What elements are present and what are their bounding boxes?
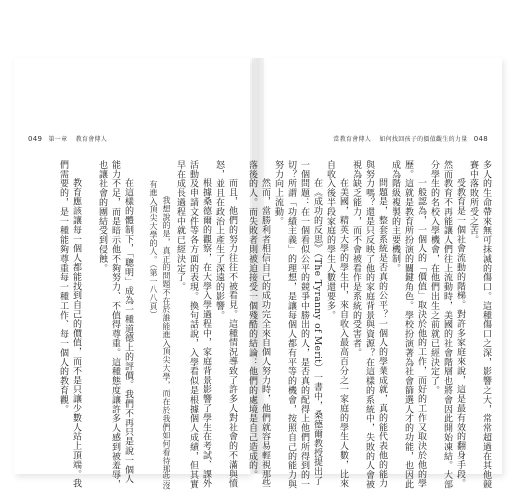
book-title: 當教育會傳人 bbox=[333, 136, 372, 143]
body-paragraph: 在《成功的反思》（The Tyranny of Merit）一書中，桑德爾教授提出了一個問題：在一個看似公平的競爭中勝出的人，是否真的配得上他們所得到的一切？所謂「功績主義」的理想，是讓每個人都有平等的機會，按照自己的能力與努力向上流動。 bbox=[273, 160, 322, 489]
right-page-header bbox=[333, 134, 492, 143]
right-page-body bbox=[247, 160, 492, 490]
left-page-body bbox=[28, 160, 238, 490]
block-quote: 我想說的是，真正的問題不在於誰能進入頂尖大學，而在於我們如何看待那些沒有進入頂尖大學的人。（第一八八頁） bbox=[149, 180, 171, 490]
body-paragraph: 多人的生命帶來無可抹滅的傷口。這種傷口之深，影響之大，常常超過在其他競賽中落敗所受之苦。 bbox=[468, 160, 491, 489]
body-paragraph: 受教育是一個社會流動的階梯。對許多家庭來說，這是最有效的翻身手段。然而教育不再能讓人們往上流動時，美國的社會階層也將會因此開始凍結。大部分學生的名校入學機會，在他們出生之前就已經決定了。 bbox=[429, 160, 465, 489]
page-number: 049 bbox=[28, 135, 43, 143]
page-number: 048 bbox=[473, 135, 488, 143]
body-paragraph: 然而，當勝利者相信自己的成功完全來自個人努力時，他們就容易輕視那些落後的人。而失敗者則被迫接受一個殘酷的結論：他們的處境是自己造成的。 bbox=[247, 160, 270, 489]
left-page-header bbox=[24, 134, 107, 143]
body-paragraph: 問題是，整套系統是否真的公平？一個人的學業成就，真的能代表他的能力與努力嗎？還是只反映了他的家庭背景與資源？在這樣的系統中，失敗的人會被視為缺乏能力，而不會被看作是系統的受害者。 bbox=[351, 160, 387, 489]
chapter-title: 教育會傳人 bbox=[75, 136, 108, 143]
left-page bbox=[14, 58, 250, 490]
book-subtitle: 如何找回孩子的價值觀生的力量 bbox=[379, 136, 468, 143]
body-paragraph: 在美國，精英大學的學生中，來自收入最高百分之一家庭的學生人數，比來自收入後半段家庭的學生人數還要多。 bbox=[325, 160, 348, 489]
body-paragraph: 在這樣的體制下，「聰明」成為一種道德上的評價。我們不再只是說一個人能力不足，而是暗示他不夠努力、不值得尊重。這種態度讓許多人感到被羞辱，也讓社會的團結受到侵蝕。 bbox=[97, 160, 133, 489]
body-paragraph: 教育應該讓每一個人都能找到自己的價值，而不是只讓少數人站上頂端。我們需要的，是一種能夠尊重每一種工作、每一個人的教育觀。 bbox=[58, 160, 81, 489]
body-paragraph: 一般認為，一個人的「價值」取決於他的工作，而好的工作又取決於他的學歷。這就是教育所扮演的關鍵角色。學校扮演著為社會篩選人才的功能，也因此成為階級複製的主要機制。 bbox=[390, 160, 426, 489]
body-paragraph: 根據桑德爾的觀察，在大學入學過程中，家庭背景影響了學生在考試、課外活動及申請文件等各方面的表現。換句話說，入學看似是根據個人成績，但其實早在成長過程中就已經決定了。 bbox=[175, 160, 211, 489]
chapter-label: 第一章 bbox=[48, 136, 68, 143]
right-page bbox=[247, 58, 502, 489]
body-paragraph: 而且，他們的努力往往不被看見。這種情況導致了許多人對社會的不滿與憤怒，並且在政治上產生了深遠的影響。 bbox=[214, 160, 237, 489]
